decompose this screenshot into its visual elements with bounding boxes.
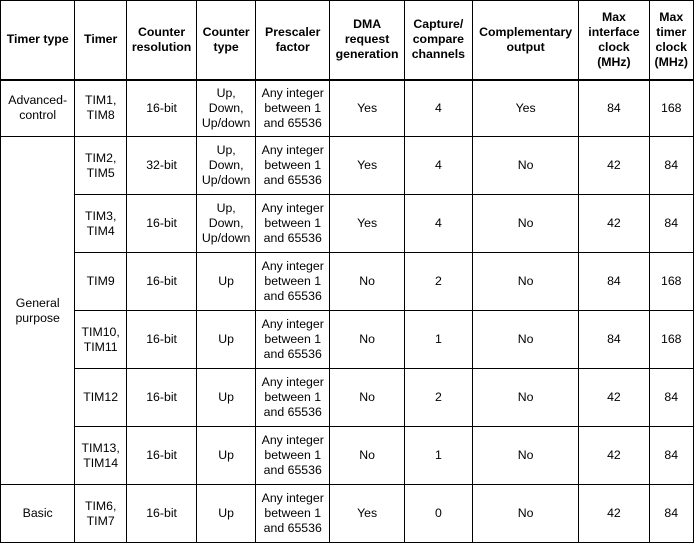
max-interface-clock-cell: 42 [579, 485, 649, 543]
timer-cell: TIM9 [75, 253, 127, 311]
table-body [1, 80, 694, 543]
dma-request-cell: No [330, 369, 404, 427]
counter-resolution-cell: 16-bit [126, 485, 196, 543]
prescaler-factor-cell: Any integer between 1 and 65536 [256, 369, 330, 427]
table-row [1, 485, 694, 543]
prescaler-factor-cell: Any integer between 1 and 65536 [256, 253, 330, 311]
timer-cell: TIM12 [75, 369, 127, 427]
capture-compare-cell: 4 [404, 137, 472, 195]
timer-type-cell: General purpose [1, 137, 75, 485]
table-row [1, 195, 694, 253]
complementary-output-cell: No [472, 427, 578, 485]
prescaler-factor-cell: Any integer between 1 and 65536 [256, 195, 330, 253]
table-row [1, 253, 694, 311]
timer-cell: TIM1, TIM8 [75, 80, 127, 137]
max-timer-clock-cell: 84 [649, 195, 693, 253]
max-timer-clock-cell: 168 [649, 311, 693, 369]
max-interface-clock-cell: 84 [579, 311, 649, 369]
timer-cell: TIM3, TIM4 [75, 195, 127, 253]
dma-request-cell: No [330, 311, 404, 369]
max-interface-clock-cell: 42 [579, 195, 649, 253]
counter-resolution-cell: 16-bit [126, 311, 196, 369]
complementary-output-cell: No [472, 369, 578, 427]
complementary-output-cell: Yes [472, 80, 578, 137]
dma-request-cell: No [330, 427, 404, 485]
dma-request-cell: No [330, 253, 404, 311]
prescaler-factor-cell: Any integer between 1 and 65536 [256, 311, 330, 369]
complementary-output-cell: No [472, 195, 578, 253]
timer-cell: TIM10, TIM11 [75, 311, 127, 369]
max-interface-clock-cell: 84 [579, 80, 649, 137]
counter-type-cell: Up [197, 253, 256, 311]
max-timer-clock-cell: 84 [649, 369, 693, 427]
counter-type-cell: Up [197, 311, 256, 369]
header-complementary-output: Complementary output [472, 1, 578, 80]
counter-type-cell: Up, Down, Up/down [197, 80, 256, 137]
complementary-output-cell: No [472, 137, 578, 195]
table-row [1, 137, 694, 195]
table-row [1, 80, 694, 137]
prescaler-factor-cell: Any integer between 1 and 65536 [256, 137, 330, 195]
counter-type-cell: Up, Down, Up/down [197, 137, 256, 195]
header-max-interface-clock: Max interface clock (MHz) [579, 1, 649, 80]
max-interface-clock-cell: 84 [579, 253, 649, 311]
header-max-timer-clock: Max timer clock (MHz) [649, 1, 693, 80]
max-interface-clock-cell: 42 [579, 369, 649, 427]
capture-compare-cell: 4 [404, 80, 472, 137]
dma-request-cell: Yes [330, 485, 404, 543]
timer-cell: TIM6, TIM7 [75, 485, 127, 543]
counter-resolution-cell: 16-bit [126, 427, 196, 485]
capture-compare-cell: 1 [404, 427, 472, 485]
prescaler-factor-cell: Any integer between 1 and 65536 [256, 80, 330, 137]
timer-cell: TIM13, TIM14 [75, 427, 127, 485]
header-counter-resolution: Counter resolution [126, 1, 196, 80]
counter-resolution-cell: 16-bit [126, 369, 196, 427]
capture-compare-cell: 4 [404, 195, 472, 253]
header-timer-type: Timer type [1, 1, 75, 80]
max-timer-clock-cell: 84 [649, 427, 693, 485]
timer-type-cell: Advanced- control [1, 80, 75, 137]
header-timer: Timer [75, 1, 127, 80]
prescaler-factor-cell: Any integer between 1 and 65536 [256, 485, 330, 543]
max-timer-clock-cell: 168 [649, 80, 693, 137]
counter-resolution-cell: 16-bit [126, 195, 196, 253]
max-timer-clock-cell: 84 [649, 137, 693, 195]
table-header [1, 1, 694, 80]
max-timer-clock-cell: 168 [649, 253, 693, 311]
table-row [1, 427, 694, 485]
header-counter-type: Counter type [197, 1, 256, 80]
header-capture-compare: Capture/ compare channels [404, 1, 472, 80]
complementary-output-cell: No [472, 253, 578, 311]
counter-resolution-cell: 32-bit [126, 137, 196, 195]
header-row [1, 1, 694, 80]
counter-type-cell: Up [197, 427, 256, 485]
dma-request-cell: Yes [330, 195, 404, 253]
dma-request-cell: Yes [330, 137, 404, 195]
capture-compare-cell: 0 [404, 485, 472, 543]
counter-type-cell: Up, Down, Up/down [197, 195, 256, 253]
header-dma-request: DMA request generation [330, 1, 404, 80]
max-interface-clock-cell: 42 [579, 427, 649, 485]
capture-compare-cell: 2 [404, 369, 472, 427]
max-timer-clock-cell: 84 [649, 485, 693, 543]
prescaler-factor-cell: Any integer between 1 and 65536 [256, 427, 330, 485]
counter-resolution-cell: 16-bit [126, 80, 196, 137]
capture-compare-cell: 1 [404, 311, 472, 369]
counter-type-cell: Up [197, 369, 256, 427]
timer-type-cell: Basic [1, 485, 75, 543]
header-prescaler-factor: Prescaler factor [256, 1, 330, 80]
complementary-output-cell: No [472, 485, 578, 543]
table-row [1, 369, 694, 427]
table-row [1, 311, 694, 369]
dma-request-cell: Yes [330, 80, 404, 137]
counter-type-cell: Up [197, 485, 256, 543]
max-interface-clock-cell: 42 [579, 137, 649, 195]
timer-cell: TIM2, TIM5 [75, 137, 127, 195]
capture-compare-cell: 2 [404, 253, 472, 311]
complementary-output-cell: No [472, 311, 578, 369]
counter-resolution-cell: 16-bit [126, 253, 196, 311]
